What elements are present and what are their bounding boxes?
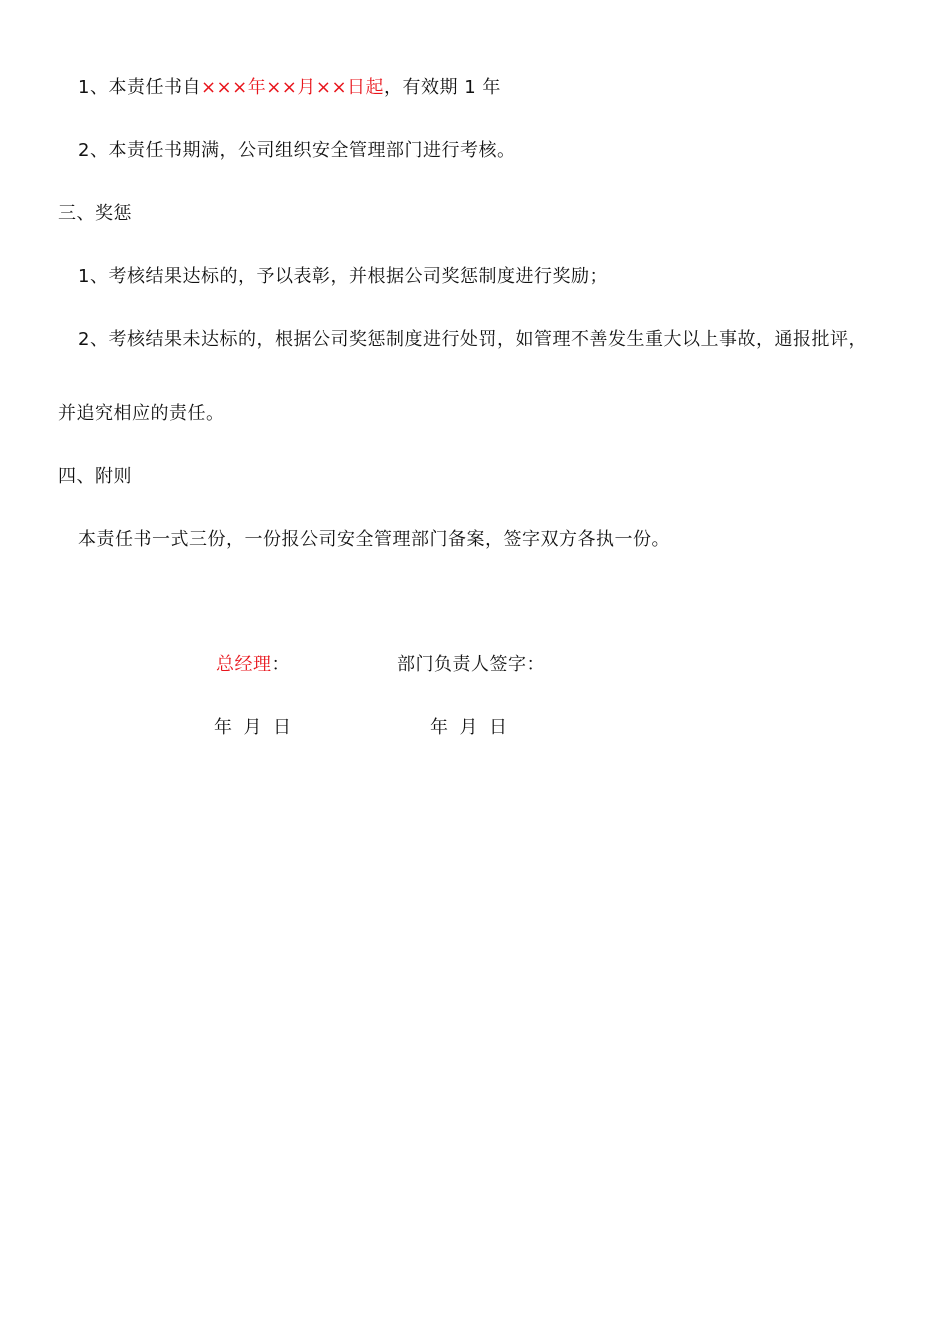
right-date-line xyxy=(430,716,508,740)
left-date-day: 日 xyxy=(273,717,292,738)
department-head-signature-label: 部门负责人签字： xyxy=(397,654,545,675)
left-date-line xyxy=(214,716,292,740)
right-date-day: 日 xyxy=(489,717,508,738)
term-clause xyxy=(78,76,501,100)
general-manager-colon: ： xyxy=(271,654,290,675)
appendix-heading: 四、附则 xyxy=(58,466,132,487)
assessment-clause: 2、本责任书期满，公司组织安全管理部门进行考核。 xyxy=(78,140,516,161)
term-start-date-placeholder: ×××年××月××日起 xyxy=(200,77,385,98)
rewards-penalties-heading: 三、奖惩 xyxy=(58,203,132,224)
penalty-clause-line2: 并追究相应的责任。 xyxy=(58,403,225,424)
left-date-month: 月 xyxy=(243,717,262,738)
general-manager-signature xyxy=(216,653,290,677)
term-clause-suffix: ，有效期 1 年 xyxy=(384,77,501,98)
right-date-year: 年 xyxy=(430,717,449,738)
appendix-body: 本责任书一式三份，一份报公司安全管理部门备案，签字双方各执一份。 xyxy=(78,529,670,550)
reward-clause: 1、考核结果达标的，予以表彰，并根据公司奖惩制度进行奖励； xyxy=(78,266,608,287)
term-clause-prefix: 1、本责任书自 xyxy=(78,77,201,98)
penalty-clause-line1: 2、考核结果未达标的，根据公司奖惩制度进行处罚，如管理不善发生重大以上事故，通报批评， xyxy=(78,329,867,350)
left-date-year: 年 xyxy=(214,717,233,738)
general-manager-label: 总经理 xyxy=(216,654,272,675)
right-date-month: 月 xyxy=(459,717,478,738)
